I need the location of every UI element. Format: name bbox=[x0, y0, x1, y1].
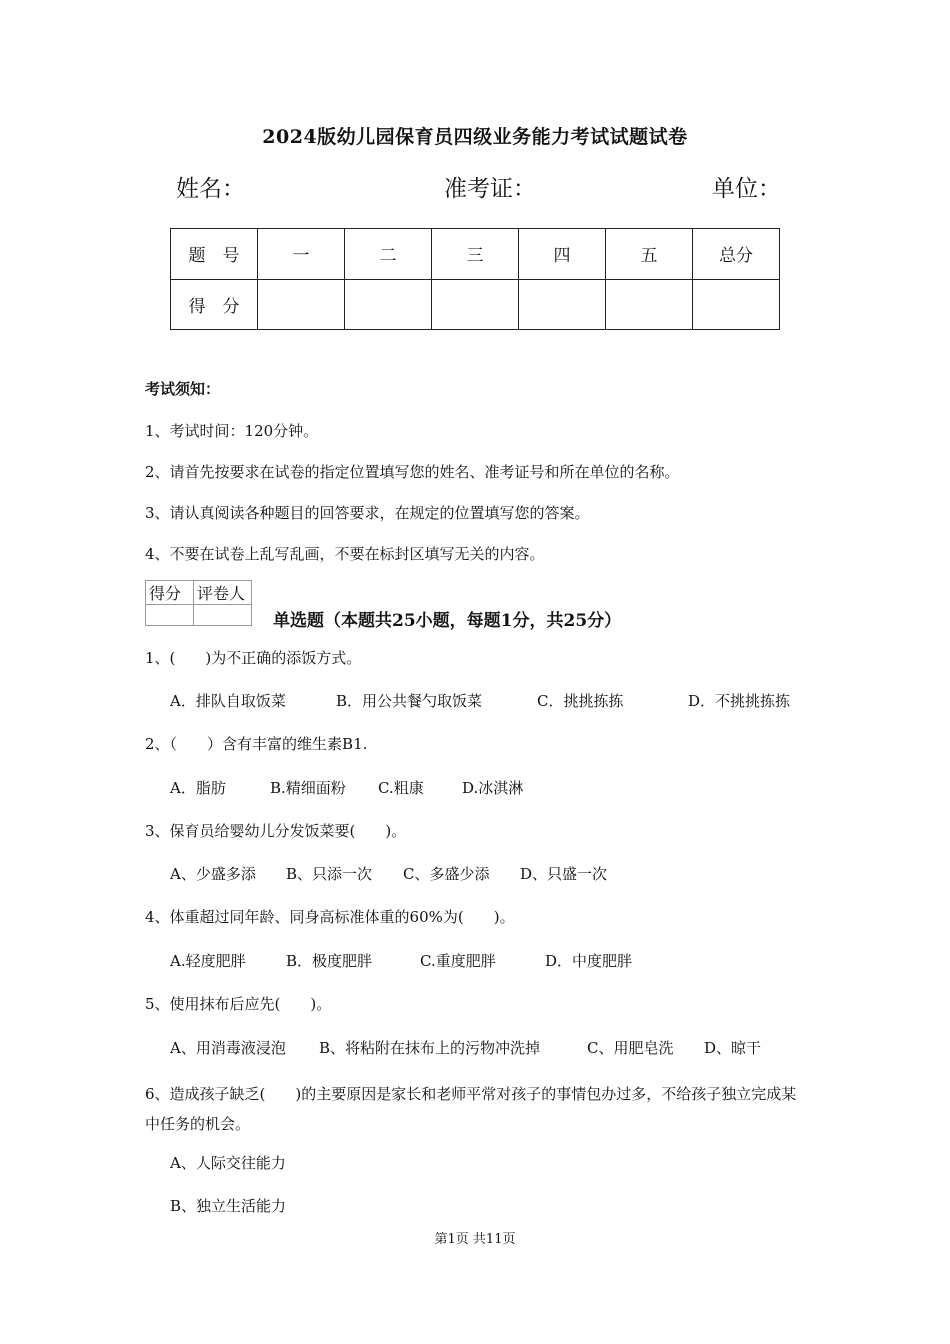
score-header-cell: 三 bbox=[432, 229, 519, 280]
score-header-cell: 五 bbox=[606, 229, 693, 280]
option[interactable]: B.精细面粉 bbox=[270, 779, 346, 797]
option[interactable]: A．排队自取饭菜 bbox=[170, 692, 286, 710]
option[interactable]: B．极度肥胖 bbox=[286, 952, 373, 970]
notice-item: 1、考试时间：120分钟。 bbox=[145, 422, 319, 440]
option[interactable]: A、少盛多添 bbox=[170, 865, 256, 883]
score-table-header-row bbox=[171, 229, 780, 280]
score-header-cell: 二 bbox=[345, 229, 432, 280]
question-text: 4、体重超过同年龄、同身高标准体重的60%为( )。 bbox=[145, 908, 515, 926]
option[interactable]: C、多盛少添 bbox=[403, 865, 490, 883]
option[interactable]: D.冰淇淋 bbox=[462, 779, 524, 797]
unit-label: 单位： bbox=[712, 176, 781, 202]
grader-name-label: 评卷人 bbox=[194, 581, 252, 605]
option[interactable]: C．挑挑拣拣 bbox=[537, 692, 624, 710]
score-cell[interactable] bbox=[606, 279, 693, 330]
option[interactable]: A、人际交往能力 bbox=[170, 1154, 286, 1172]
question-text: 2、（ ）含有丰富的维生素B1. bbox=[145, 735, 368, 753]
score-header-cell: 总分 bbox=[693, 229, 780, 280]
page-footer: 第1页 共11页 bbox=[434, 1232, 516, 1247]
option[interactable]: B．用公共餐勺取饭菜 bbox=[336, 692, 483, 710]
score-table bbox=[170, 228, 780, 330]
score-header-cell: 题 号 bbox=[171, 229, 258, 280]
grader-score-label: 得分 bbox=[146, 581, 194, 605]
option[interactable]: A、用消毒液浸泡 bbox=[170, 1039, 286, 1057]
grader-name-cell[interactable] bbox=[194, 605, 252, 626]
score-header-cell: 四 bbox=[519, 229, 606, 280]
option[interactable]: C.粗康 bbox=[378, 779, 424, 797]
notice-heading: 考试须知： bbox=[145, 380, 221, 398]
score-cell[interactable] bbox=[693, 279, 780, 330]
grader-box bbox=[145, 580, 252, 626]
option[interactable]: B、只添一次 bbox=[286, 865, 373, 883]
name-label: 姓名： bbox=[176, 176, 245, 202]
question-text: 5、使用抹布后应先( )。 bbox=[145, 995, 332, 1013]
notice-item: 2、请首先按要求在试卷的指定位置填写您的姓名、准考证号和所在单位的名称。 bbox=[145, 463, 680, 481]
score-cell[interactable] bbox=[432, 279, 519, 330]
question-text: 1、( )为不正确的添饭方式。 bbox=[145, 649, 362, 667]
score-header-cell: 一 bbox=[258, 229, 345, 280]
option[interactable]: C、用肥皂洗 bbox=[587, 1039, 674, 1057]
section-title: 单选题（本题共25小题，每题1分，共25分） bbox=[273, 611, 622, 631]
exam-title: 2024版幼儿园保育员四级业务能力考试试题试卷 bbox=[262, 126, 688, 148]
question-text: 3、保育员给婴幼儿分发饭菜要( )。 bbox=[145, 822, 407, 840]
option[interactable]: A．脂肪 bbox=[170, 779, 226, 797]
option[interactable]: D．中度肥胖 bbox=[545, 952, 633, 970]
option[interactable]: C.重度肥胖 bbox=[420, 952, 496, 970]
grader-score-cell[interactable] bbox=[146, 605, 194, 626]
option[interactable]: D、晾干 bbox=[704, 1039, 762, 1057]
score-cell[interactable] bbox=[345, 279, 432, 330]
notice-item: 4、不要在试卷上乱写乱画，不要在标封区填写无关的内容。 bbox=[145, 545, 545, 563]
score-row-label: 得 分 bbox=[171, 279, 258, 330]
option[interactable]: D．不挑挑拣拣 bbox=[688, 692, 791, 710]
notice-item: 3、请认真阅读各种题目的回答要求，在规定的位置填写您的答案。 bbox=[145, 504, 590, 522]
score-table-score-row bbox=[171, 279, 780, 330]
option[interactable]: B、独立生活能力 bbox=[170, 1197, 287, 1215]
exam-number-label: 准考证： bbox=[444, 176, 536, 202]
option[interactable]: B、将粘附在抹布上的污物冲洗掉 bbox=[319, 1039, 541, 1057]
question-text: 6、造成孩子缺乏( )的主要原因是家长和老师平常对孩子的事情包办过多，不给孩子独立完成某中任务的机会。 bbox=[145, 1085, 797, 1133]
option[interactable]: D、只盛一次 bbox=[520, 865, 608, 883]
score-cell[interactable] bbox=[519, 279, 606, 330]
option[interactable]: A.轻度肥胖 bbox=[170, 952, 246, 970]
score-cell[interactable] bbox=[258, 279, 345, 330]
